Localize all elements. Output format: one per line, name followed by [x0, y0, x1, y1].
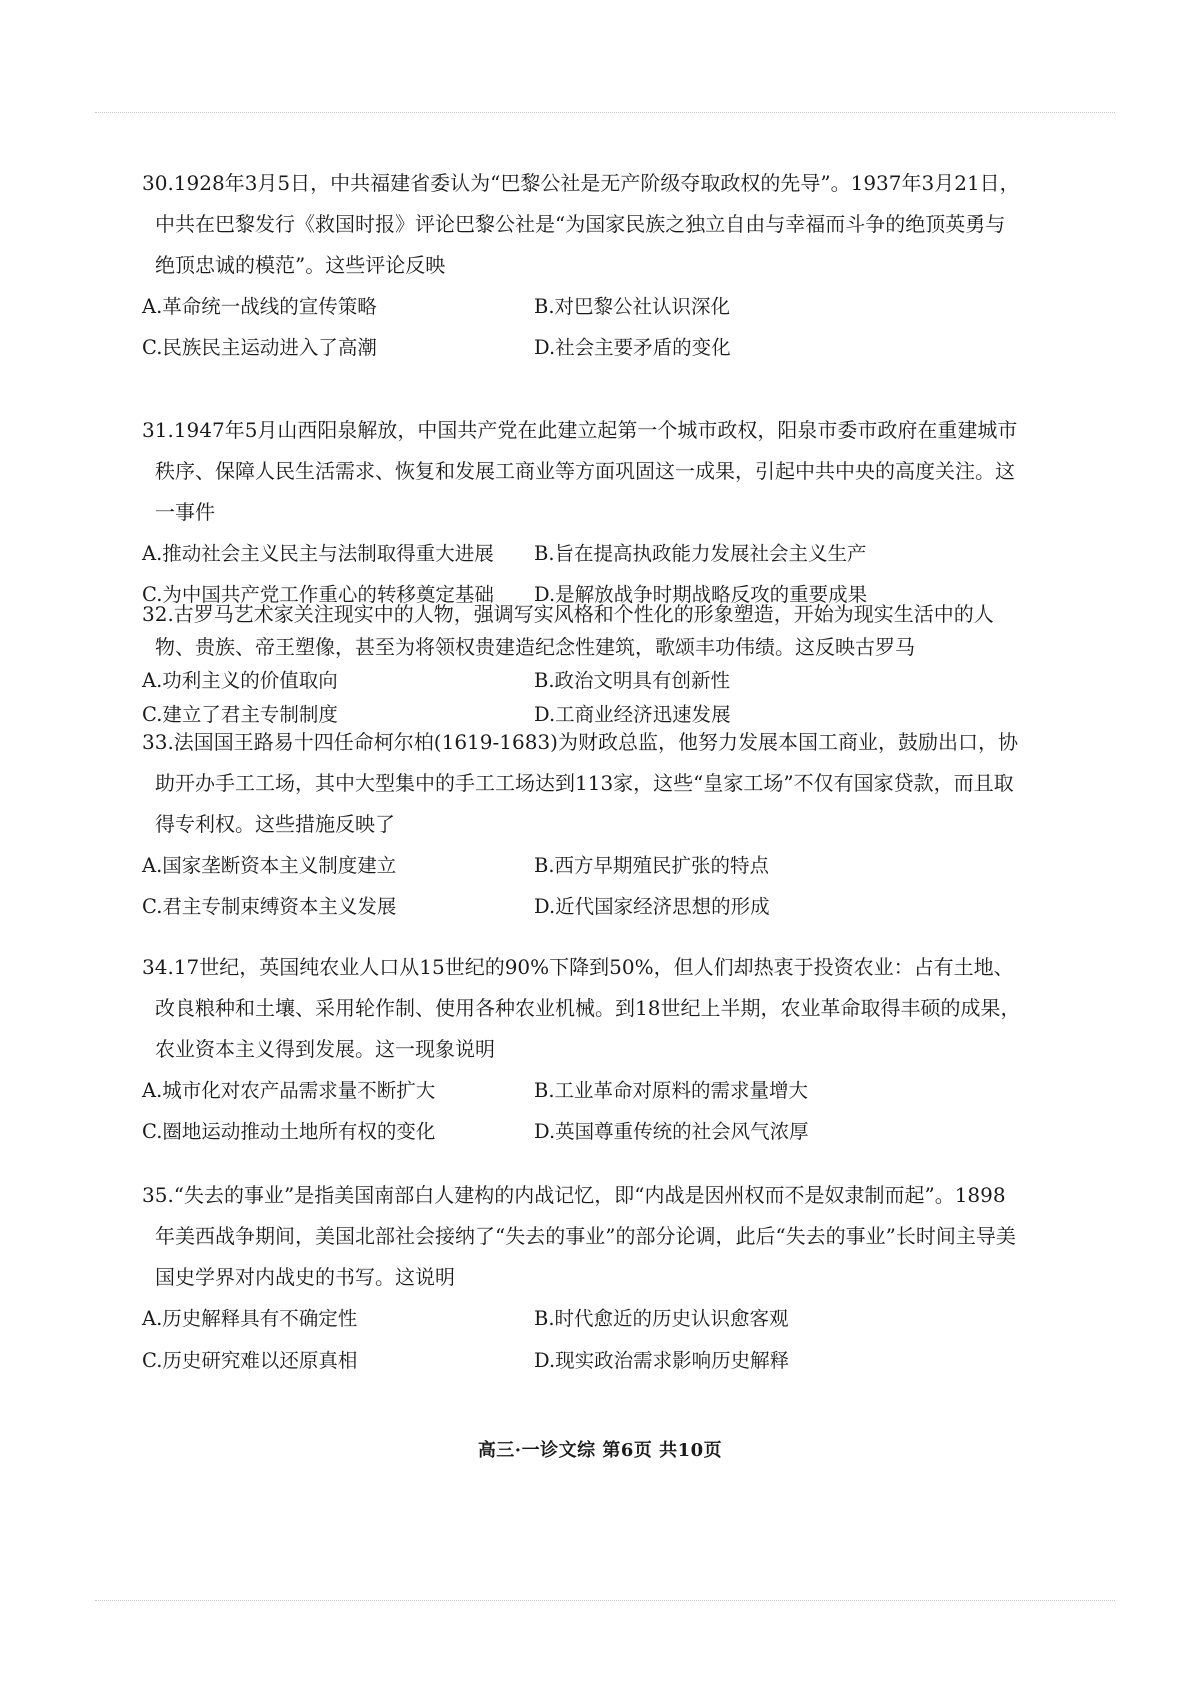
- option-d: D.英国尊重传统的社会风气浓厚: [534, 1120, 809, 1143]
- options: [142, 286, 1022, 368]
- option-c: C.建立了君主专制制度: [142, 703, 338, 726]
- options: [142, 845, 1022, 927]
- option-a: A.国家垄断资本主义制度建立: [142, 854, 397, 877]
- question-34: [142, 947, 1022, 1152]
- option-d: D.近代国家经济思想的形成: [534, 895, 770, 918]
- bottom-scan-dots: [95, 1600, 1115, 1601]
- option-b: B.旨在提高执政能力发展社会主义生产: [534, 542, 867, 565]
- option-b: B.西方早期殖民扩张的特点: [534, 854, 770, 877]
- question-30: [142, 163, 1022, 368]
- option-b: B.政治文明具有创新性: [534, 669, 731, 692]
- options: [142, 1298, 1022, 1382]
- question-stem: 35.“失去的事业”是指美国南部白人建构的内战记忆，即“内战是因州权而不是奴隶制而起”。1898年美西战争期间，美国北部社会接纳了“失去的事业”的部分论调，此后“失去的事业”长时间主导美国史学界对内战史的书写。这说明: [142, 1183, 1016, 1289]
- option-d: D.现实政治需求影响历史解释: [534, 1349, 790, 1372]
- option-c: C.为中国共产党工作重心的转移奠定基础: [142, 583, 494, 606]
- option-a: A.功利主义的价值取向: [142, 669, 338, 692]
- option-a: A.革命统一战线的宣传策略: [142, 295, 377, 318]
- option-b: B.对巴黎公社认识深化: [534, 295, 731, 318]
- option-c: C.圈地运动推动土地所有权的变化: [142, 1120, 436, 1143]
- question-33: [142, 722, 1022, 927]
- option-d: D.工商业经济迅速发展: [534, 703, 731, 726]
- question-stem: 32.古罗马艺术家关注现实中的人物，强调写实风格和个性化的形象塑造，开始为现实生活中的人物、贵族、帝王塑像，甚至为将领权贵建造纪念性建筑，歌颂丰功伟绩。这反映古罗马: [142, 602, 994, 659]
- option-d: D.是解放战争时期战略反攻的重要成果: [534, 583, 868, 606]
- top-scan-dots: [95, 112, 1115, 113]
- question-stem: 33.法国国王路易十四任命柯尔柏(1619-1683)为财政总监，他努力发展本国工商业，鼓励出口，协助开办手工工场，其中大型集中的手工工场达到113家，这些“皇家工场”不仅有国家贷款，而且取得专利权。这些措施反映了: [142, 730, 1018, 836]
- option-a: A.推动社会主义民主与法制取得重大进展: [142, 542, 494, 565]
- page-footer: 高三·一诊文综 第6页 共10页: [477, 1440, 723, 1461]
- question-stem: 31.1947年5月山西阳泉解放，中国共产党在此建立起第一个城市政权，阳泉市委市政府在重建城市秩序、保障人民生活需求、恢复和发展工商业等方面巩固这一成果，引起中共中央的高度关注。这一事件: [142, 418, 1018, 524]
- question-stem: 30.1928年3月5日，中共福建省委认为“巴黎公社是无产阶级夺取政权的先导”。1937年3月21日，中共在巴黎发行《救国时报》评论巴黎公社是“为国家民族之独立自由与幸福而斗争的绝顶英勇与绝顶忠诚的模范”。这些评论反映: [142, 171, 1020, 277]
- question-35: [142, 1175, 1022, 1382]
- option-b: B.工业革命对原料的需求量增大: [534, 1079, 809, 1102]
- option-a: A.历史解释具有不确定性: [142, 1307, 358, 1330]
- question-32: [142, 598, 1022, 732]
- option-c: C.历史研究难以还原真相: [142, 1349, 358, 1372]
- option-d: D.社会主要矛盾的变化: [534, 336, 731, 359]
- question-31: [142, 410, 1022, 615]
- option-c: C.君主专制束缚资本主义发展: [142, 895, 397, 918]
- question-stem: 34.17世纪，英国纯农业人口从15世纪的90%下降到50%，但人们却热衷于投资农业：占有土地、改良粮种和土壤、采用轮作制、使用各种农业机械。到18世纪上半期，农业革命取得丰硕的成果，农业资本主义得到发展。这一现象说明: [142, 955, 1021, 1061]
- options: [142, 1070, 1022, 1152]
- option-b: B.时代愈近的历史认识愈客观: [534, 1307, 789, 1330]
- option-c: C.民族民主运动进入了高潮: [142, 336, 377, 359]
- option-a: A.城市化对农产品需求量不断扩大: [142, 1079, 436, 1102]
